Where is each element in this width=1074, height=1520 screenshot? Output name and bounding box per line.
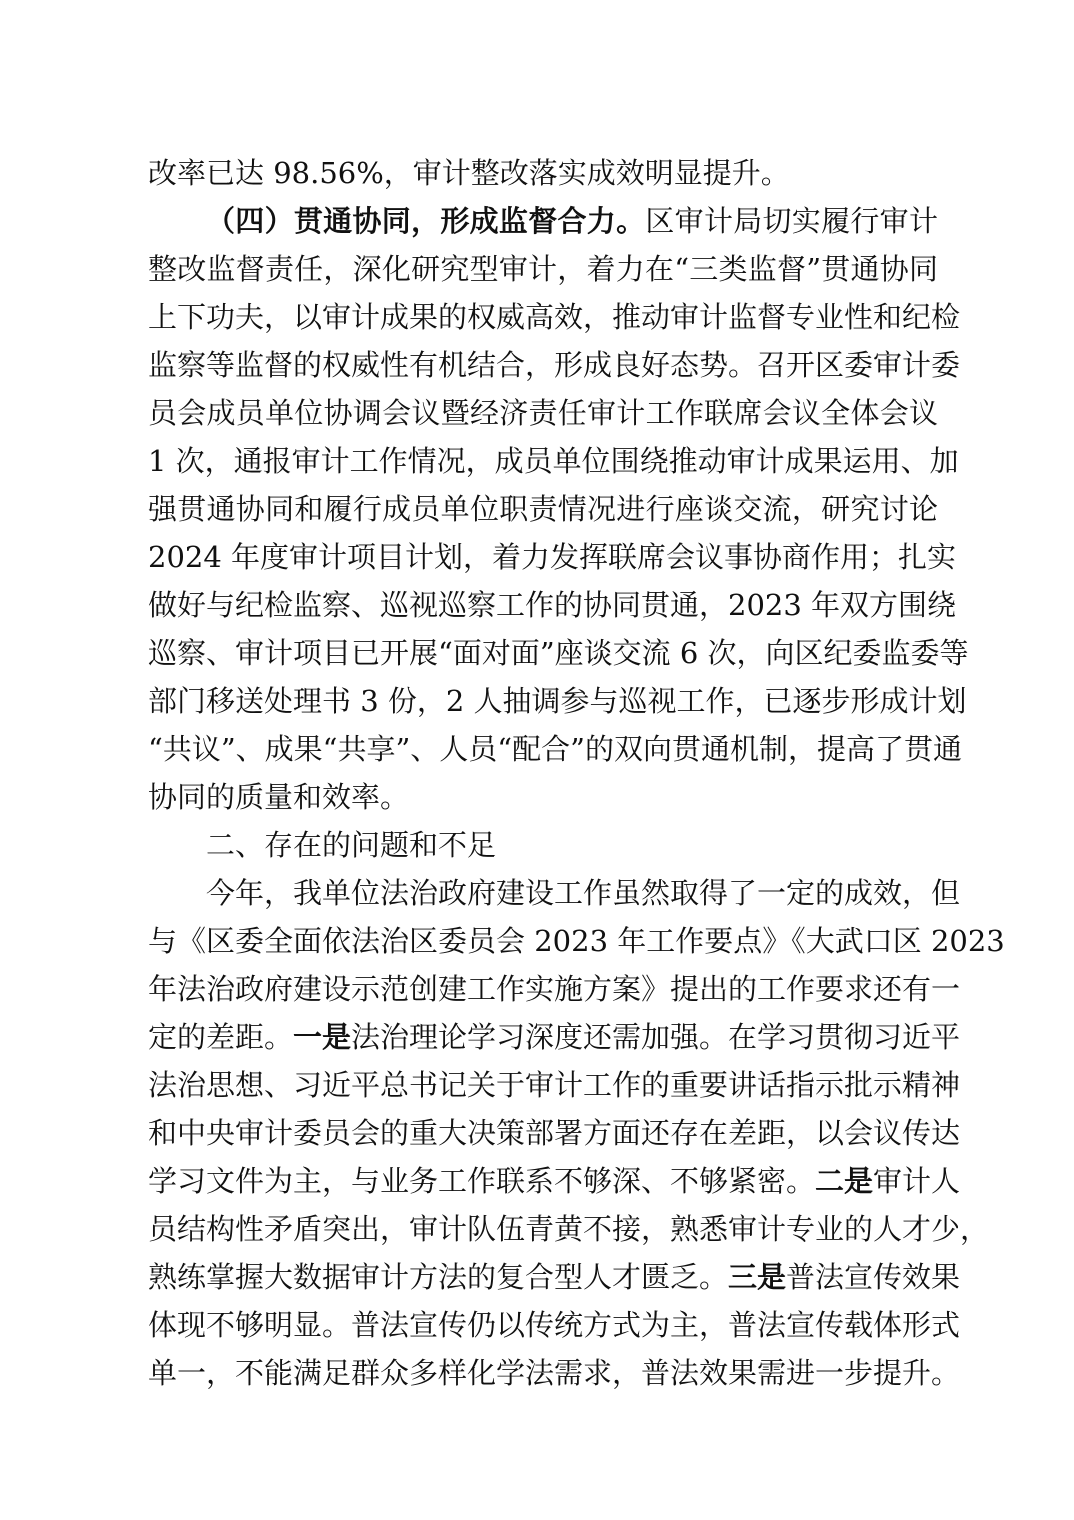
paragraph-2-line-6: 1 次，通报审计工作情况，成员单位围绕推动审计成果运用、加	[148, 444, 959, 478]
paragraph-3-line-9-c: 普法宣传效果	[786, 1260, 961, 1294]
section-heading-2: 二、存在的问题和不足	[206, 828, 497, 862]
paragraph-2-line-1	[148, 197, 938, 245]
paragraph-2-line-9: 做好与纪检监察、巡视巡察工作的协同贯通，2023 年双方围绕	[148, 588, 957, 622]
paragraph-2-line-13: 协同的质量和效率。	[148, 780, 410, 814]
paragraph-2-line-2: 整改监督责任，深化研究型审计，着力在“三类监督”贯通协同	[148, 252, 938, 286]
paragraph-3-line-1: 今年，我单位法治政府建设工作虽然取得了一定的成效，但	[206, 876, 961, 910]
paragraph-3-line-9-a: 熟练掌握大数据审计方法的复合型人才匮乏。	[148, 1260, 729, 1294]
paragraph-3-line-8: 员结构性矛盾突出，审计队伍青黄不接，熟悉审计专业的人才少，	[148, 1212, 990, 1246]
paragraph-3-line-6: 和中央审计委员会的重大决策部署方面还存在差距，以会议传达	[148, 1116, 961, 1150]
paragraph-2-line-7: 强贯通协同和履行成员单位职责情况进行座谈交流，研究讨论	[148, 492, 938, 526]
paragraph-2-line-8: 2024 年度审计项目计划，着力发挥联席会议事协商作用；扎实	[148, 540, 957, 574]
point-three-label: 三是	[728, 1260, 787, 1294]
paragraph-3-line-3: 年法治政府建设示范创建工作实施方案》提出的工作要求还有一	[148, 972, 961, 1006]
paragraph-2-line-1-text: 区审计局切实履行审计	[645, 204, 938, 238]
paragraph-2-line-11: 部门移送处理书 3 份，2 人抽调参与巡视工作，已逐步形成计划	[148, 684, 967, 718]
point-one-label: 一是	[293, 1020, 352, 1054]
point-two-label: 二是	[815, 1164, 874, 1198]
paragraph-3-line-7	[148, 1157, 961, 1205]
paragraph-3-line-4-a: 定的差距。	[148, 1020, 294, 1054]
paragraph-3-line-9	[148, 1253, 961, 1301]
paragraph-3-line-5: 法治思想、习近平总书记关于审计工作的重要讲话指示批示精神	[148, 1068, 961, 1102]
paragraph-3-line-2: 与《区委全面依法治区委员会 2023 年工作要点》《大武口区 2023	[148, 924, 1005, 958]
paragraph-2-line-12: “共议”、成果“共享”、人员“配合”的双向贯通机制，提高了贯通	[148, 732, 962, 766]
paragraph-3-line-7-a: 学习文件为主，与业务工作联系不够深、不够紧密。	[148, 1164, 816, 1198]
paragraph-1-line-1: 改率已达 98.56%，审计整改落实成效明显提升。	[148, 156, 790, 190]
paragraph-2-line-10: 巡察、审计项目已开展“面对面”座谈交流 6 次，向区纪委监委等	[148, 636, 969, 670]
paragraph-3-line-4-c: 法治理论学习深度还需加强。在学习贯彻习近平	[351, 1020, 961, 1054]
paragraph-3-line-11: 单一，不能满足群众多样化学法需求，普法效果需进一步提升。	[148, 1356, 961, 1390]
paragraph-3-line-10: 体现不够明显。普法宣传仍以传统方式为主，普法宣传载体形式	[148, 1308, 961, 1342]
paragraph-2-line-4: 监察等监督的权威性有机结合，形成良好态势。召开区委审计委	[148, 348, 961, 382]
paragraph-3-line-4	[148, 1013, 961, 1061]
subsection-heading-4: （四）贯通协同，形成监督合力。	[206, 204, 646, 238]
paragraph-2-line-5: 员会成员单位协调会议暨经济责任审计工作联席会议全体会议	[148, 396, 938, 430]
paragraph-3-line-7-c: 审计人	[873, 1164, 961, 1198]
paragraph-2-line-3: 上下功夫，以审计成果的权威高效，推动审计监督专业性和纪检	[148, 300, 961, 334]
document-body	[148, 149, 1005, 1397]
